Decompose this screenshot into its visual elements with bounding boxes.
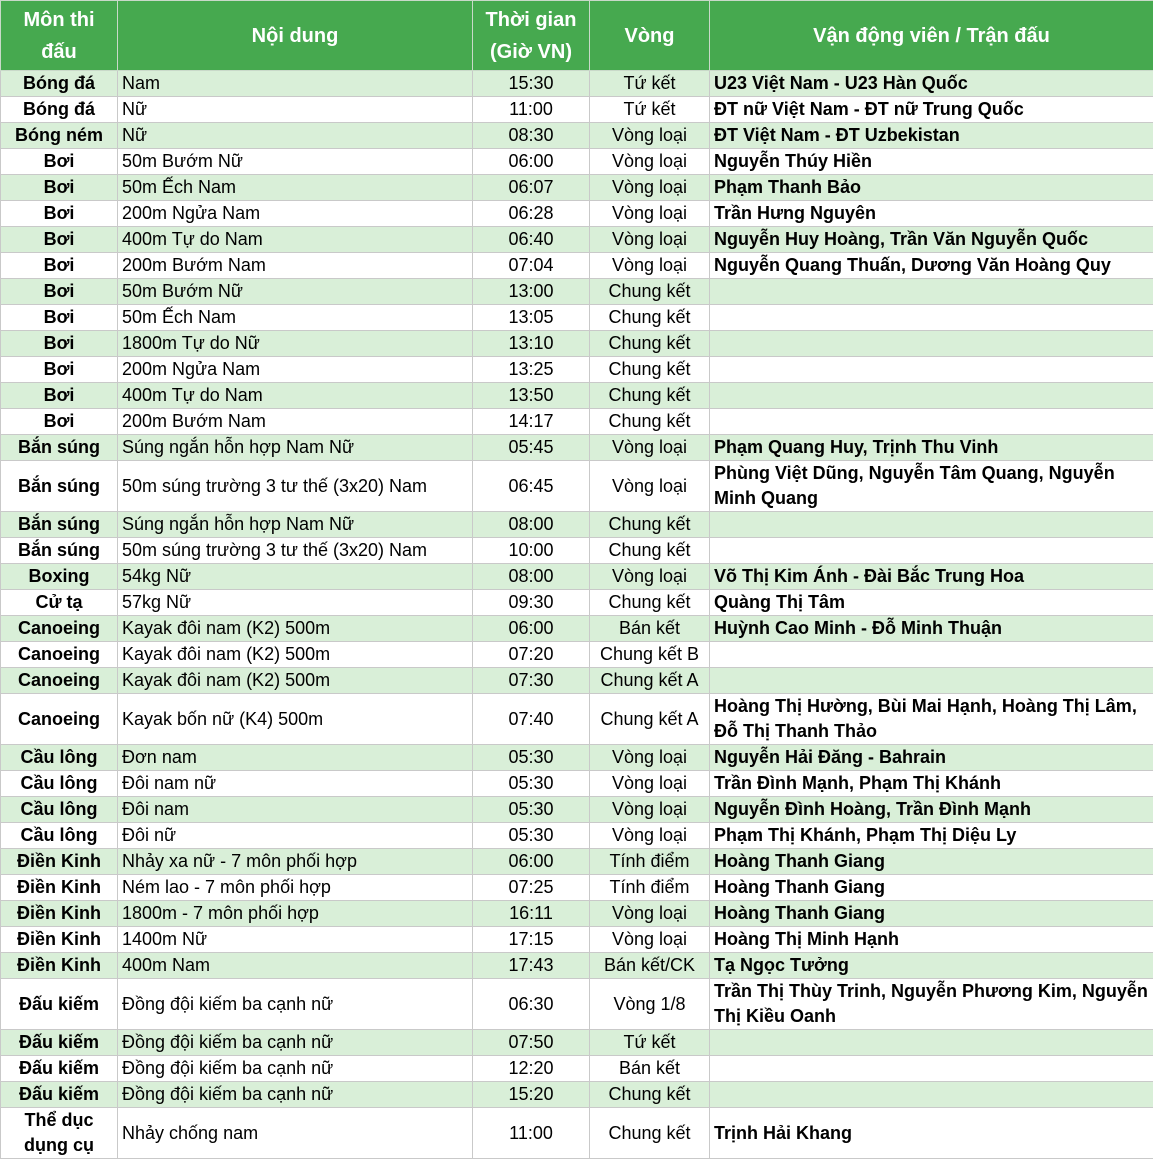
time-cell: 12:20 xyxy=(473,1056,590,1082)
round-cell: Vòng loại xyxy=(590,123,710,149)
event-cell: Nữ xyxy=(118,97,473,123)
event-cell: Đồng đội kiếm ba cạnh nữ xyxy=(118,1030,473,1056)
sport-cell: Bơi xyxy=(1,383,118,409)
athletes-cell: Trần Thị Thùy Trinh, Nguyễn Phương Kim, Nguyễn Thị Kiều Oanh xyxy=(710,979,1153,1030)
time-cell: 08:00 xyxy=(473,564,590,590)
athletes-cell xyxy=(710,331,1153,357)
athletes-cell: Hoàng Thị Hường, Bùi Mai Hạnh, Hoàng Thị Lâm, Đỗ Thị Thanh Thảo xyxy=(710,694,1153,745)
sport-cell: Bắn súng xyxy=(1,538,118,564)
round-cell: Chung kết xyxy=(590,305,710,331)
time-cell: 10:00 xyxy=(473,538,590,564)
sport-cell: Bóng đá xyxy=(1,97,118,123)
time-cell: 13:10 xyxy=(473,331,590,357)
athletes-cell xyxy=(710,409,1153,435)
table-row xyxy=(1,1082,1153,1108)
round-cell: Chung kết A xyxy=(590,694,710,745)
round-cell: Chung kết xyxy=(590,590,710,616)
sport-cell: Canoeing xyxy=(1,642,118,668)
time-cell: 13:50 xyxy=(473,383,590,409)
round-cell: Chung kết xyxy=(590,409,710,435)
sport-cell: Bơi xyxy=(1,331,118,357)
event-cell: Đôi nữ xyxy=(118,823,473,849)
event-cell: 50m Ếch Nam xyxy=(118,175,473,201)
event-cell: 54kg Nữ xyxy=(118,564,473,590)
round-cell: Vòng loại xyxy=(590,823,710,849)
round-cell: Vòng loại xyxy=(590,227,710,253)
round-cell: Vòng loại xyxy=(590,745,710,771)
time-cell: 06:45 xyxy=(473,461,590,512)
table-row xyxy=(1,383,1153,409)
time-cell: 06:07 xyxy=(473,175,590,201)
round-cell: Chung kết xyxy=(590,357,710,383)
header-athletes: Vận động viên / Trận đấu xyxy=(710,1,1153,71)
table-row xyxy=(1,564,1153,590)
round-cell: Vòng loại xyxy=(590,253,710,279)
sport-cell: Bắn súng xyxy=(1,461,118,512)
athletes-cell: Nguyễn Huy Hoàng, Trần Văn Nguyễn Quốc xyxy=(710,227,1153,253)
event-cell: Đơn nam xyxy=(118,745,473,771)
athletes-cell: Nguyễn Đình Hoàng, Trần Đình Mạnh xyxy=(710,797,1153,823)
event-cell: Nhảy xa nữ - 7 môn phối hợp xyxy=(118,849,473,875)
round-cell: Chung kết xyxy=(590,331,710,357)
athletes-cell xyxy=(710,1030,1153,1056)
time-cell: 07:25 xyxy=(473,875,590,901)
athletes-cell: ĐT Việt Nam - ĐT Uzbekistan xyxy=(710,123,1153,149)
athletes-cell xyxy=(710,512,1153,538)
time-cell: 05:30 xyxy=(473,745,590,771)
athletes-cell: Phạm Thanh Bảo xyxy=(710,175,1153,201)
table-row xyxy=(1,927,1153,953)
table-row xyxy=(1,279,1153,305)
table-body xyxy=(1,71,1153,1159)
table-row xyxy=(1,797,1153,823)
table-row xyxy=(1,538,1153,564)
sport-cell: Cầu lông xyxy=(1,797,118,823)
event-cell: Đồng đội kiếm ba cạnh nữ xyxy=(118,1056,473,1082)
sport-cell: Điền Kinh xyxy=(1,953,118,979)
event-cell: Nữ xyxy=(118,123,473,149)
table-row xyxy=(1,201,1153,227)
header-row xyxy=(1,1,1153,71)
time-cell: 06:00 xyxy=(473,849,590,875)
time-cell: 06:00 xyxy=(473,616,590,642)
event-cell: Kayak đôi nam (K2) 500m xyxy=(118,668,473,694)
round-cell: Vòng loại xyxy=(590,175,710,201)
round-cell: Tứ kết xyxy=(590,1030,710,1056)
time-cell: 13:00 xyxy=(473,279,590,305)
table-row xyxy=(1,149,1153,175)
event-cell: Nam xyxy=(118,71,473,97)
time-cell: 11:00 xyxy=(473,97,590,123)
round-cell: Vòng loại xyxy=(590,149,710,175)
sport-cell: Bắn súng xyxy=(1,512,118,538)
round-cell: Vòng 1/8 xyxy=(590,979,710,1030)
round-cell: Vòng loại xyxy=(590,901,710,927)
event-cell: 200m Bướm Nam xyxy=(118,253,473,279)
table-row xyxy=(1,123,1153,149)
sport-cell: Canoeing xyxy=(1,616,118,642)
time-cell: 16:11 xyxy=(473,901,590,927)
event-cell: Ném lao - 7 môn phối hợp xyxy=(118,875,473,901)
sport-cell: Bơi xyxy=(1,279,118,305)
event-cell: 400m Tự do Nam xyxy=(118,227,473,253)
athletes-cell xyxy=(710,279,1153,305)
event-cell: 400m Tự do Nam xyxy=(118,383,473,409)
sport-cell: Bơi xyxy=(1,201,118,227)
round-cell: Tứ kết xyxy=(590,97,710,123)
athletes-cell: Quàng Thị Tâm xyxy=(710,590,1153,616)
time-cell: 17:15 xyxy=(473,927,590,953)
time-cell: 13:05 xyxy=(473,305,590,331)
time-cell: 17:43 xyxy=(473,953,590,979)
header-time: Thời gian (Giờ VN) xyxy=(473,1,590,71)
sport-cell: Đấu kiếm xyxy=(1,979,118,1030)
table-row xyxy=(1,227,1153,253)
round-cell: Tính điểm xyxy=(590,875,710,901)
round-cell: Chung kết xyxy=(590,279,710,305)
table-row xyxy=(1,616,1153,642)
table-row xyxy=(1,1056,1153,1082)
sport-cell: Cử tạ xyxy=(1,590,118,616)
table-row xyxy=(1,1108,1153,1159)
athletes-cell xyxy=(710,1082,1153,1108)
sport-cell: Bóng đá xyxy=(1,71,118,97)
athletes-cell xyxy=(710,668,1153,694)
sport-cell: Canoeing xyxy=(1,694,118,745)
table-row xyxy=(1,590,1153,616)
sport-cell: Bơi xyxy=(1,409,118,435)
athletes-cell: Tạ Ngọc Tưởng xyxy=(710,953,1153,979)
sport-cell: Điền Kinh xyxy=(1,927,118,953)
table-row xyxy=(1,409,1153,435)
sport-cell: Đấu kiếm xyxy=(1,1030,118,1056)
event-cell: Đôi nam nữ xyxy=(118,771,473,797)
time-cell: 08:00 xyxy=(473,512,590,538)
table-row xyxy=(1,175,1153,201)
sport-cell: Bắn súng xyxy=(1,435,118,461)
sport-cell: Đấu kiếm xyxy=(1,1082,118,1108)
round-cell: Chung kết xyxy=(590,512,710,538)
event-cell: 400m Nam xyxy=(118,953,473,979)
event-cell: 57kg Nữ xyxy=(118,590,473,616)
round-cell: Chung kết xyxy=(590,383,710,409)
event-cell: Súng ngắn hỗn hợp Nam Nữ xyxy=(118,435,473,461)
event-cell: Nhảy chống nam xyxy=(118,1108,473,1159)
table-row xyxy=(1,1030,1153,1056)
event-cell: 200m Ngửa Nam xyxy=(118,201,473,227)
time-cell: 09:30 xyxy=(473,590,590,616)
athletes-cell: Hoàng Thị Minh Hạnh xyxy=(710,927,1153,953)
round-cell: Vòng loại xyxy=(590,797,710,823)
round-cell: Chung kết xyxy=(590,538,710,564)
round-cell: Tính điểm xyxy=(590,849,710,875)
athletes-cell: Trần Đình Mạnh, Phạm Thị Khánh xyxy=(710,771,1153,797)
table-header xyxy=(1,1,1153,71)
event-cell: 50m súng trường 3 tư thế (3x20) Nam xyxy=(118,538,473,564)
round-cell: Tứ kết xyxy=(590,71,710,97)
sport-cell: Điền Kinh xyxy=(1,901,118,927)
table-row xyxy=(1,771,1153,797)
event-cell: Súng ngắn hỗn hợp Nam Nữ xyxy=(118,512,473,538)
athletes-cell: U23 Việt Nam - U23 Hàn Quốc xyxy=(710,71,1153,97)
sport-cell: Bơi xyxy=(1,305,118,331)
round-cell: Chung kết B xyxy=(590,642,710,668)
round-cell: Vòng loại xyxy=(590,927,710,953)
athletes-cell xyxy=(710,538,1153,564)
event-cell: Kayak đôi nam (K2) 500m xyxy=(118,642,473,668)
table-row xyxy=(1,512,1153,538)
time-cell: 11:00 xyxy=(473,1108,590,1159)
time-cell: 07:50 xyxy=(473,1030,590,1056)
time-cell: 05:30 xyxy=(473,771,590,797)
event-cell: Đồng đội kiếm ba cạnh nữ xyxy=(118,979,473,1030)
athletes-cell: ĐT nữ Việt Nam - ĐT nữ Trung Quốc xyxy=(710,97,1153,123)
time-cell: 06:00 xyxy=(473,149,590,175)
event-cell: Kayak đôi nam (K2) 500m xyxy=(118,616,473,642)
event-cell: 1800m - 7 môn phối hợp xyxy=(118,901,473,927)
table-row xyxy=(1,642,1153,668)
round-cell: Chung kết xyxy=(590,1108,710,1159)
time-cell: 05:30 xyxy=(473,797,590,823)
sport-cell: Boxing xyxy=(1,564,118,590)
athletes-cell xyxy=(710,305,1153,331)
sport-cell: Cầu lông xyxy=(1,771,118,797)
table-row xyxy=(1,849,1153,875)
athletes-cell: Nguyễn Hải Đăng - Bahrain xyxy=(710,745,1153,771)
athletes-cell: Trịnh Hải Khang xyxy=(710,1108,1153,1159)
sport-cell: Điền Kinh xyxy=(1,849,118,875)
sport-cell: Bơi xyxy=(1,149,118,175)
table-row xyxy=(1,331,1153,357)
athletes-cell: Huỳnh Cao Minh - Đỗ Minh Thuận xyxy=(710,616,1153,642)
athletes-cell: Phùng Việt Dũng, Nguyễn Tâm Quang, Nguyễn Minh Quang xyxy=(710,461,1153,512)
athletes-cell xyxy=(710,1056,1153,1082)
table-row xyxy=(1,823,1153,849)
athletes-cell: Hoàng Thanh Giang xyxy=(710,901,1153,927)
table-row xyxy=(1,979,1153,1030)
sport-cell: Bơi xyxy=(1,253,118,279)
event-cell: 50m Ếch Nam xyxy=(118,305,473,331)
athletes-cell xyxy=(710,383,1153,409)
athletes-cell xyxy=(710,642,1153,668)
round-cell: Vòng loại xyxy=(590,771,710,797)
table-row xyxy=(1,694,1153,745)
time-cell: 08:30 xyxy=(473,123,590,149)
athletes-cell: Trần Hưng Nguyên xyxy=(710,201,1153,227)
sport-cell: Cầu lông xyxy=(1,823,118,849)
sport-cell: Bơi xyxy=(1,227,118,253)
athletes-cell: Hoàng Thanh Giang xyxy=(710,875,1153,901)
time-cell: 14:17 xyxy=(473,409,590,435)
athletes-cell: Phạm Thị Khánh, Phạm Thị Diệu Ly xyxy=(710,823,1153,849)
table-row xyxy=(1,875,1153,901)
event-cell: 1800m Tự do Nữ xyxy=(118,331,473,357)
round-cell: Chung kết xyxy=(590,1082,710,1108)
time-cell: 07:04 xyxy=(473,253,590,279)
time-cell: 06:28 xyxy=(473,201,590,227)
header-round: Vòng xyxy=(590,1,710,71)
table-row xyxy=(1,435,1153,461)
event-cell: 1400m Nữ xyxy=(118,927,473,953)
athletes-cell: Hoàng Thanh Giang xyxy=(710,849,1153,875)
table-row xyxy=(1,357,1153,383)
athletes-cell: Võ Thị Kim Ánh - Đài Bắc Trung Hoa xyxy=(710,564,1153,590)
time-cell: 13:25 xyxy=(473,357,590,383)
event-cell: 50m súng trường 3 tư thế (3x20) Nam xyxy=(118,461,473,512)
round-cell: Vòng loại xyxy=(590,564,710,590)
round-cell: Chung kết A xyxy=(590,668,710,694)
header-sport: Môn thi đấu xyxy=(1,1,118,71)
table-row xyxy=(1,745,1153,771)
sport-cell: Đấu kiếm xyxy=(1,1056,118,1082)
time-cell: 07:40 xyxy=(473,694,590,745)
header-event: Nội dung xyxy=(118,1,473,71)
table-row xyxy=(1,97,1153,123)
time-cell: 07:30 xyxy=(473,668,590,694)
sport-cell: Thể dục dụng cụ xyxy=(1,1108,118,1159)
time-cell: 07:20 xyxy=(473,642,590,668)
time-cell: 05:30 xyxy=(473,823,590,849)
athletes-cell: Nguyễn Quang Thuấn, Dương Văn Hoàng Quy xyxy=(710,253,1153,279)
time-cell: 15:30 xyxy=(473,71,590,97)
round-cell: Vòng loại xyxy=(590,461,710,512)
sport-cell: Cầu lông xyxy=(1,745,118,771)
sport-cell: Điền Kinh xyxy=(1,875,118,901)
event-cell: 50m Bướm Nữ xyxy=(118,279,473,305)
athletes-cell: Phạm Quang Huy, Trịnh Thu Vinh xyxy=(710,435,1153,461)
table-row xyxy=(1,668,1153,694)
table-row xyxy=(1,953,1153,979)
round-cell: Vòng loại xyxy=(590,435,710,461)
sport-cell: Bóng ném xyxy=(1,123,118,149)
athletes-cell xyxy=(710,357,1153,383)
table-row xyxy=(1,71,1153,97)
round-cell: Vòng loại xyxy=(590,201,710,227)
event-cell: Kayak bốn nữ (K4) 500m xyxy=(118,694,473,745)
time-cell: 15:20 xyxy=(473,1082,590,1108)
table-row xyxy=(1,461,1153,512)
time-cell: 06:30 xyxy=(473,979,590,1030)
round-cell: Bán kết xyxy=(590,1056,710,1082)
table-row xyxy=(1,305,1153,331)
event-cell: Đồng đội kiếm ba cạnh nữ xyxy=(118,1082,473,1108)
event-cell: 50m Bướm Nữ xyxy=(118,149,473,175)
table-row xyxy=(1,901,1153,927)
sport-cell: Bơi xyxy=(1,357,118,383)
round-cell: Bán kết/CK xyxy=(590,953,710,979)
time-cell: 05:45 xyxy=(473,435,590,461)
round-cell: Bán kết xyxy=(590,616,710,642)
athletes-cell: Nguyễn Thúy Hiền xyxy=(710,149,1153,175)
sport-cell: Bơi xyxy=(1,175,118,201)
sport-cell: Canoeing xyxy=(1,668,118,694)
event-cell: Đôi nam xyxy=(118,797,473,823)
event-cell: 200m Ngửa Nam xyxy=(118,357,473,383)
table-row xyxy=(1,253,1153,279)
time-cell: 06:40 xyxy=(473,227,590,253)
event-cell: 200m Bướm Nam xyxy=(118,409,473,435)
